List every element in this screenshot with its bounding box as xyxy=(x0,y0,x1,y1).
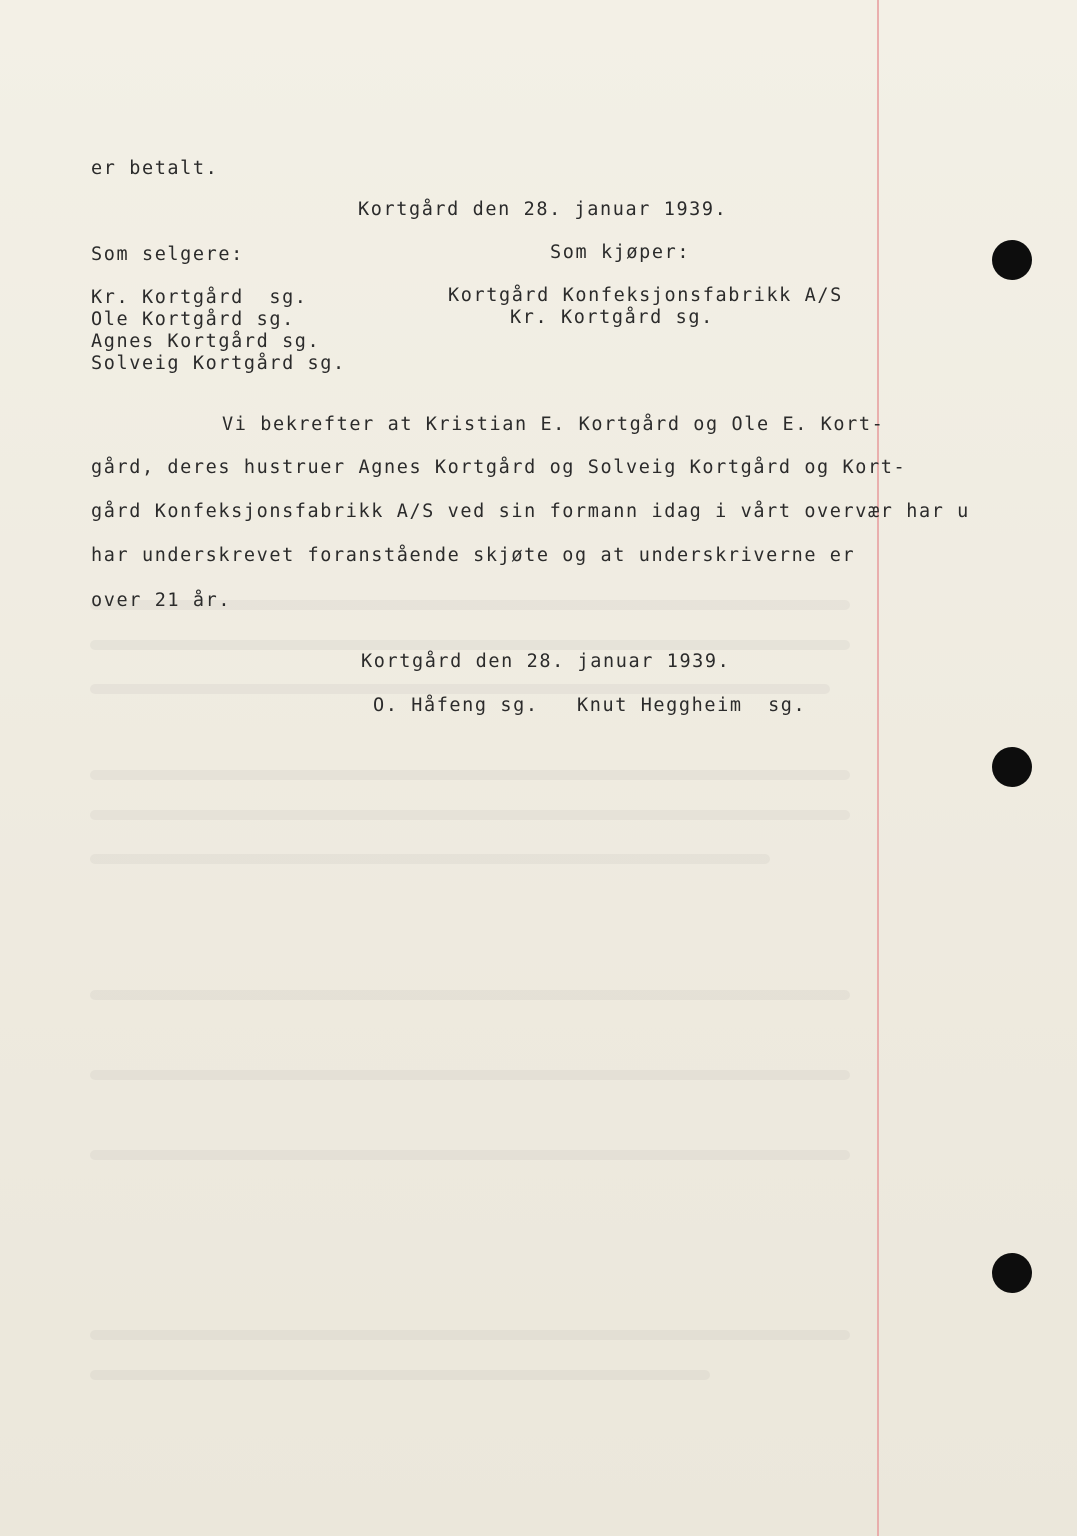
punch-hole-top xyxy=(992,240,1032,280)
date-line-2: Kortgård den 28. januar 1939. xyxy=(361,651,731,672)
bleed-through-line xyxy=(90,770,850,780)
margin-line xyxy=(877,0,879,1536)
witness-signature: Knut Heggheim sg. xyxy=(577,695,807,716)
bleed-through-line xyxy=(90,1330,850,1340)
punch-hole-middle xyxy=(992,747,1032,787)
bleed-through-line xyxy=(90,810,850,820)
punch-hole-bottom xyxy=(992,1253,1032,1293)
confirmation-line: gård, deres hustruer Agnes Kortgård og Solveig Kortgård og Kort- xyxy=(91,457,907,478)
buyer-signature: Kr. Kortgård sg. xyxy=(510,307,714,328)
confirmation-line: Vi bekrefter at Kristian E. Kortgård og Ole E. Kort- xyxy=(222,414,885,435)
bleed-through-line xyxy=(90,990,850,1000)
bleed-through-line xyxy=(90,1070,850,1080)
bleed-through-line xyxy=(90,1150,850,1160)
confirmation-line: har underskrevet foranstående skjøte og at underskriverne er xyxy=(91,545,856,566)
bleed-through-line xyxy=(90,854,770,864)
seller-signature: Solveig Kortgård sg. xyxy=(91,353,346,374)
seller-signature: Agnes Kortgård sg. xyxy=(91,331,321,352)
confirmation-line: over 21 år. xyxy=(91,590,232,611)
seller-signature: Ole Kortgård sg. xyxy=(91,309,295,330)
date-line-1: Kortgård den 28. januar 1939. xyxy=(358,199,728,220)
confirmation-line: gård Konfeksjonsfabrikk A/S ved sin formann idag i vårt overvær har u xyxy=(91,501,970,522)
bleed-through-line xyxy=(90,640,850,650)
bleed-through-line xyxy=(90,1370,710,1380)
buyer-heading: Som kjøper: xyxy=(550,242,691,263)
seller-signature: Kr. Kortgård sg. xyxy=(91,287,308,308)
paid-line: er betalt. xyxy=(91,158,219,179)
bleed-through-line xyxy=(90,684,830,694)
witness-signature: O. Håfeng sg. xyxy=(373,695,539,716)
sellers-heading: Som selgere: xyxy=(91,244,244,265)
buyer-company: Kortgård Konfeksjonsfabrikk A/S xyxy=(448,285,843,306)
